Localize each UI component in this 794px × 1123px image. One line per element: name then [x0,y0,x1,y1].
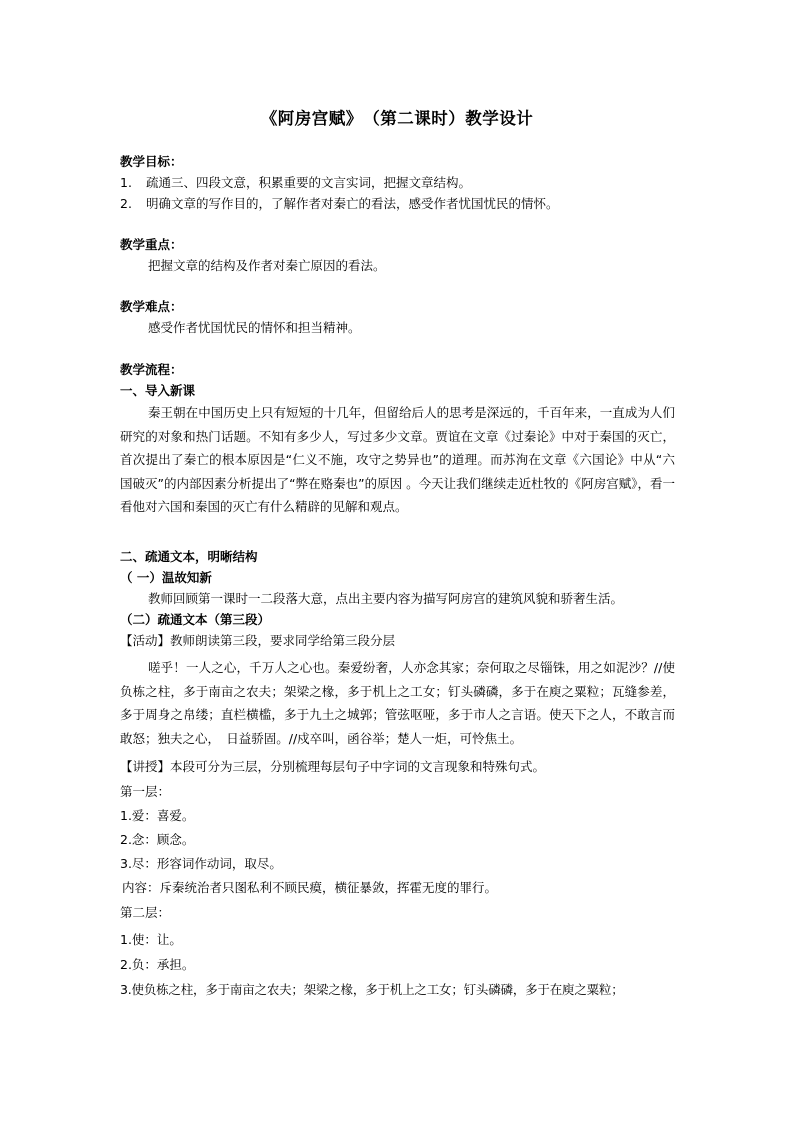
section2-heading: 二、疏通文本，明晰结构 [120,549,258,564]
layer2-item: 3.使负栋之柱，多于南亩之农夫；架梁之椽，多于机上之工女；钉头磷磷，多于在庾之粟粒； [120,982,624,997]
objective-number: 2. [120,196,132,211]
key-points-heading: 教学重点： [120,237,183,252]
passage-text: 嗟乎！一人之心，千万人之心也。秦爱纷奢，人亦念其家；奈何取之尽锱铢，用之如泥沙？//使负栋之柱，多于南亩之农夫；架梁之椽，多于机上之工女；钉头磷磷，多于在庾之粟粒；瓦缝参差，多于周身之帛缕；直栏横槛，多于九土之城郭；管弦呕哑，多于市人之言语。使天下之人，不敢言而敢怒；独夫之心， 日益骄固。//戍卒叫，函谷举；楚人一炬，可怜焦土。 [120,660,675,746]
key-points-text: 把握文章的结构及作者对秦亡原因的看法。 [148,258,386,273]
objectives-heading: 教学目标： [120,154,183,169]
lecture-text: 【讲授】本段可分为三层，分别梳理每层句子中字词的文言现象和特殊句式。 [120,759,546,774]
intro-paragraph: 秦王朝在中国历史上只有短短的十几年，但留给后人的思考是深远的，千百年来，一直成为人们研究的对象和热门话题。不知有多少人，写过多少文章。贾谊在文章《过秦论》中对于秦国的灭亡，首次提出了秦亡的根本原因是“仁义不施，攻守之势异也”的道理。而苏洵在文章《六国论》中从“六国破灭”的内部因素分析提出了“弊在赂秦也”的原因 。今天让我们继续走近杜牧的《阿房宫赋》，看一看他对六国和秦国的灭亡有什么精辟的见解和观点。 [120,405,675,514]
subsection1-text: 教师回顾第一课时一二段落大意，点出主要内容为描写阿房宫的建筑风貌和骄奢生活。 [148,591,624,606]
layer2-heading: 第二层： [120,905,171,920]
process-heading: 教学流程： [120,362,183,377]
subsection1-heading: （ 一）温故知新 [120,570,212,585]
difficulties-heading: 教学难点： [120,299,183,314]
objective-item [120,194,680,214]
layer1-item: 2.念：顾念。 [120,832,195,847]
objective-text: 疏通三、四段文意，积累重要的文言实词，把握文章结构。 [146,175,472,190]
document-title: 《阿房宫赋》 （第二课时）教学设计 [260,109,534,128]
layer1-content: 内容：斥秦统治者只图私利不顾民瘼，横征暴敛，挥霍无度的罪行。 [122,880,498,895]
layer1-heading: 第一层： [120,784,171,799]
difficulties-text: 感受作者忧国忧民的情怀和担当精神。 [148,320,361,335]
activity-text: 【活动】教师朗读第三段，要求同学给第三段分层 [120,633,396,648]
layer1-item: 1.爱：喜爱。 [120,808,195,823]
layer1-item: 3.尽：形容词作动词，取尽。 [120,856,282,871]
objective-number: 1. [120,175,132,190]
objective-item [120,173,680,193]
subsection2-heading: （二）疏通文本（第三段） [120,612,271,627]
objective-text: 明确文章的写作目的，了解作者对秦亡的看法，感受作者忧国忧民的情怀。 [146,196,559,211]
section1-heading: 一、导入新课 [120,383,196,398]
layer2-item: 1.使：让。 [120,932,182,947]
layer2-item: 2.负：承担。 [120,957,195,972]
